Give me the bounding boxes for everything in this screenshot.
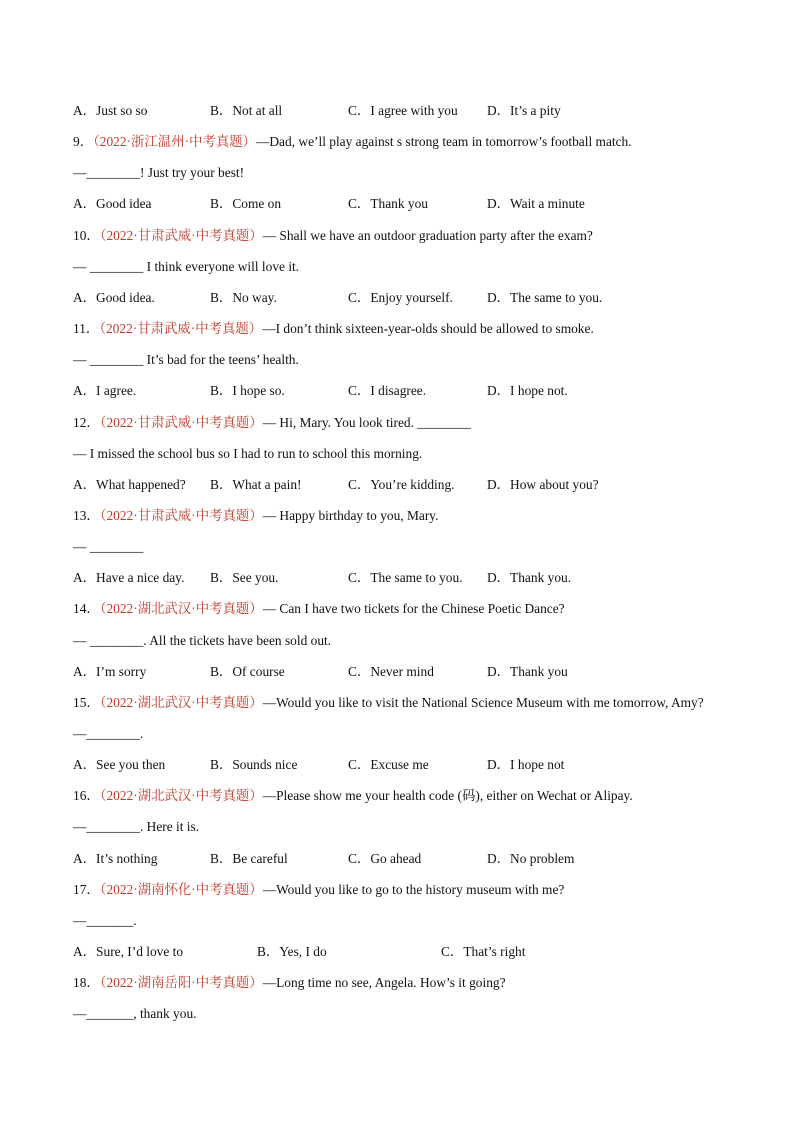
- option-d: D．The same to you.: [487, 289, 603, 305]
- option-a: A．I agree.: [73, 383, 137, 399]
- question-text: — Can I have two tickets for the Chinese Poetic Dance?: [262, 601, 565, 617]
- answer-line: — ________ I think everyone will love it.: [73, 258, 300, 274]
- option-a: A．Have a nice day.: [73, 570, 185, 586]
- option-b: B．Of course: [210, 663, 285, 679]
- question-number: 15．: [73, 694, 100, 710]
- option-a: A．What happened?: [73, 476, 186, 492]
- question-line: [73, 508, 438, 524]
- question-number: 11．: [73, 321, 100, 336]
- question-number: 10．: [73, 227, 100, 243]
- question-source: （2022·甘肃武威·中考真题）: [99, 227, 263, 243]
- option-b: B．Be careful: [210, 850, 288, 866]
- question-source: （2022·湖南怀化·中考真题）: [99, 881, 263, 897]
- option-b: B．See you.: [210, 570, 279, 586]
- answer-line: —________! Just try your best!: [73, 165, 245, 181]
- answer-line: —________. Here it is.: [73, 819, 200, 835]
- options-row: [73, 664, 753, 680]
- question-line: [73, 134, 632, 150]
- answer-line: —_______, thank you.: [73, 1006, 197, 1022]
- question-line: [73, 788, 633, 804]
- question-source: （2022·湖北武汉·中考真题）: [99, 601, 263, 617]
- question-source: （2022·甘肃武威·中考真题）: [99, 414, 263, 430]
- question-line: [73, 695, 704, 711]
- option-b: B．No way.: [210, 289, 277, 305]
- option-c: C．Excuse me: [348, 757, 429, 773]
- option-a: A．Good idea: [73, 196, 152, 212]
- option-a: A．It’s nothing: [73, 850, 158, 866]
- options-row: [73, 103, 753, 119]
- question-source: （2022·湖北武汉·中考真题）: [99, 694, 263, 710]
- answer-line: — ________ It’s bad for the teens’ health.: [73, 352, 299, 368]
- option-d: D．I hope not: [487, 757, 565, 773]
- options-row: [73, 290, 753, 306]
- option-c: C．I disagree.: [348, 383, 427, 399]
- question-source: （2022·甘肃武威·中考真题）: [99, 507, 263, 523]
- question-text: — Shall we have an outdoor graduation party after the exam?: [262, 227, 593, 243]
- answer-line: —_______.: [73, 912, 137, 928]
- answer-line: — I missed the school bus so I had to run to school this morning.: [73, 445, 423, 461]
- question-line: [73, 415, 471, 431]
- option-d: D．Thank you: [487, 663, 568, 679]
- options-row: [73, 383, 753, 399]
- question-line: [73, 601, 565, 617]
- option-c: C．Go ahead: [348, 850, 422, 866]
- question-number: 18．: [73, 975, 100, 991]
- question-source: （2022·湖北武汉·中考真题）: [99, 788, 263, 804]
- answer-line: — ________: [73, 539, 144, 555]
- option-b: B．Not at all: [210, 103, 283, 118]
- question-number: 13．: [73, 507, 100, 523]
- option-d: D．Wait a minute: [487, 196, 585, 212]
- question-line: [73, 228, 593, 244]
- question-text: —Would you like to visit the National Science Museum with me tomorrow, Amy?: [262, 694, 704, 710]
- options-row: [73, 570, 753, 586]
- question-text: —Please show me your health code (码), either on Wechat or Alipay.: [262, 788, 633, 804]
- option-a: A．Sure, I’d love to: [73, 944, 184, 959]
- option-c: C．I agree with you: [348, 103, 458, 118]
- option-d: D．Thank you.: [487, 570, 572, 586]
- answer-line: —________.: [73, 726, 144, 741]
- question-line: [73, 975, 506, 991]
- question-line: [73, 321, 594, 337]
- option-c: C．The same to you.: [348, 570, 463, 586]
- question-source: （2022·浙江温州·中考真题）: [93, 134, 256, 150]
- options-row: [73, 757, 753, 773]
- question-line: [73, 882, 564, 898]
- option-d: D．How about you?: [487, 476, 599, 492]
- option-b: B．I hope so.: [210, 383, 285, 399]
- answer-line: — ________. All the tickets have been sold out.: [73, 632, 332, 648]
- options-row: [73, 477, 753, 493]
- option-b: B．What a pain!: [210, 476, 302, 492]
- option-b: B．Yes, I do: [257, 944, 327, 959]
- option-b: B．Sounds nice: [210, 757, 298, 773]
- question-source: （2022·甘肃武威·中考真题）: [99, 321, 263, 336]
- question-text: — Happy birthday to you, Mary.: [262, 507, 439, 523]
- option-c: C．That’s right: [441, 944, 526, 959]
- option-a: A．Good idea.: [73, 289, 155, 305]
- question-number: 16．: [73, 788, 100, 804]
- options-row: [73, 944, 753, 960]
- options-row: [73, 196, 753, 212]
- option-c: C．Enjoy yourself.: [348, 289, 453, 305]
- option-a: A．See you then: [73, 757, 166, 773]
- question-number: 14．: [73, 601, 100, 617]
- question-text: —I don’t think sixteen-year-olds should be allowed to smoke.: [262, 321, 594, 336]
- option-c: C．You’re kidding.: [348, 476, 455, 492]
- option-c: C．Never mind: [348, 663, 434, 679]
- question-source: （2022·湖南岳阳·中考真题）: [99, 975, 263, 991]
- option-d: D．It’s a pity: [487, 103, 561, 118]
- question-text: —Would you like to go to the history museum with me?: [262, 881, 565, 897]
- question-number: 9．: [73, 134, 94, 150]
- option-c: C．Thank you: [348, 196, 428, 212]
- option-a: A．I’m sorry: [73, 663, 147, 679]
- question-text: — Hi, Mary. You look tired. ________: [262, 414, 471, 430]
- options-row: [73, 851, 753, 867]
- question-text: —Dad, we’ll play against s strong team in tomorrow’s football match.: [256, 134, 632, 150]
- question-number: 17．: [73, 881, 100, 897]
- option-d: D．I hope not.: [487, 383, 568, 399]
- option-d: D．No problem: [487, 850, 575, 866]
- question-number: 12．: [73, 414, 100, 430]
- option-b: B．Come on: [210, 196, 282, 212]
- question-text: —Long time no see, Angela. How’s it going?: [262, 975, 506, 991]
- option-a: A．Just so so: [73, 103, 148, 118]
